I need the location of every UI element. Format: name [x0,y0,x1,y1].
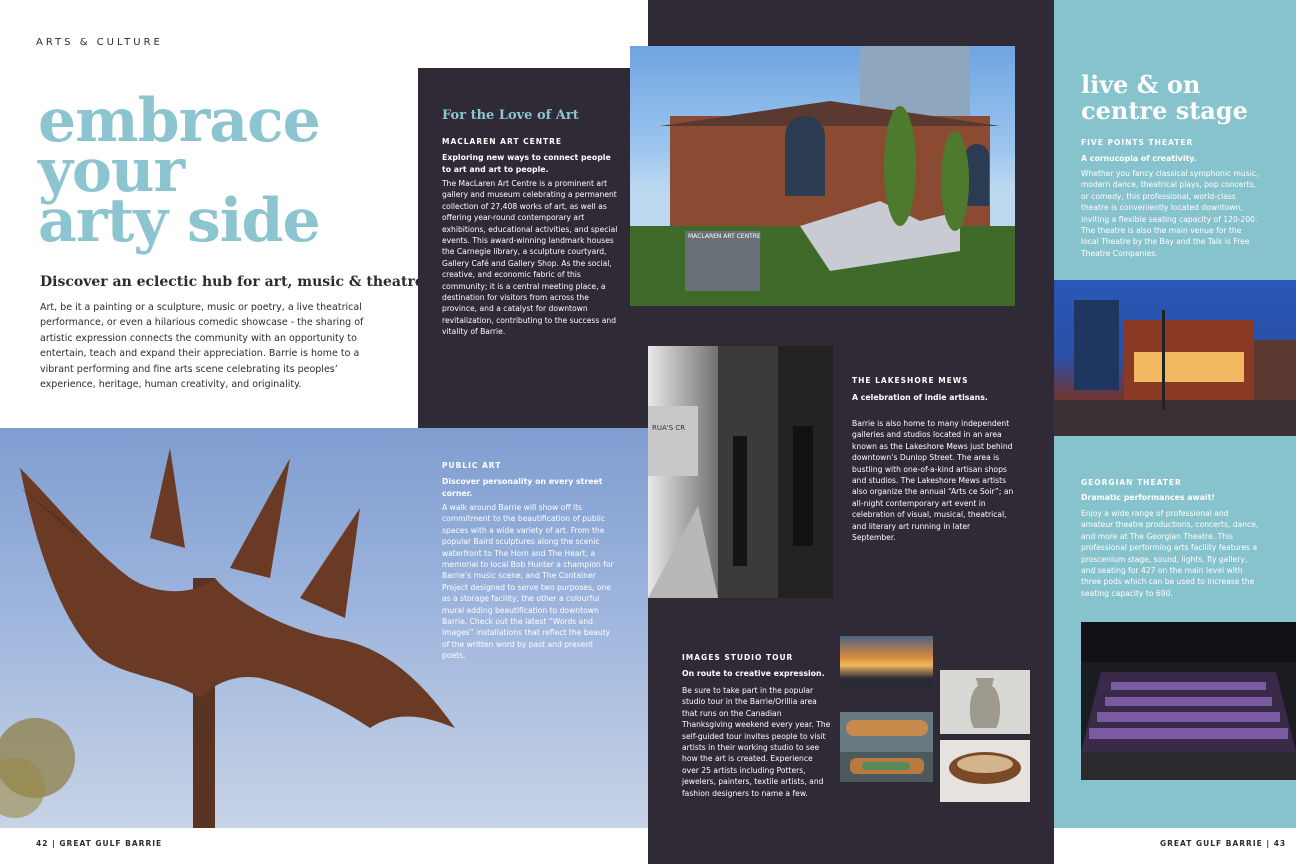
headline-line-2: your [38,136,185,206]
theatre-illustration [1054,280,1296,436]
footer-left: 42 | GREAT GULF BARRIE [36,839,163,848]
public-art-kicker: PUBLIC ART [442,461,502,470]
centre-stage-title-line-2: centre stage [1081,96,1248,125]
five-points-lead: A cornucopia of creativity. [1081,154,1197,163]
maclaren-lead: Exploring new ways to connect people to art and art to people. [442,153,611,174]
georgian-body: Enjoy a wide range of professional and amateur theatre productions, concerts, dance, and more at The Georgian Theatre. This professional performing arts facility features a proscenium stage, sound, lights, fly gallery, and seating for 427 on the main level with three pods which can be used to increase the seating capacity to 690. [1081,509,1259,598]
paddle-illustration [840,712,933,782]
public-art-body: A walk around Barrie will show off its commitment to the beautification of public spaces with a wide variety of art. From the popular Baird sculptures along the scenic waterfront to The Horn and The Heart, a memorial to local Bob Hunter a champion for Barrie’s music scene, and The Container Project designed to serve two purposes, one as a storage facility, the other a colourful mural adding beautification to downtown Barrie. Check out the latest “Words and Images” installations that reflect the beauty of the written word by past and present poets. [442,503,614,661]
centre-stage-title [1081,72,1248,124]
georgian-lead: Dramatic performances await! [1081,493,1215,502]
studio-tour-body: Be sure to take part in the popular studio tour in the Barrie/Orillia area that runs on the Canadian Thanksgiving weekend every year. The self-guided tour invites people to visit artists in their working studio to see how the art is created. Experience over 25 artists including Potters, jewelers, painters, textile artists, and fashion designers to name a few. [682,686,831,798]
centre-stage-title-line-1: live & on [1081,70,1201,99]
maclaren-illustration [630,46,1015,306]
subhead: Discover an eclectic hub for art, music & theatre [40,274,424,290]
five-points-kicker: FIVE POINTS THEATER [1081,138,1194,147]
lake-painting-photo [840,636,933,689]
maclaren-body: The MacLaren Art Centre is a prominent art gallery and museum celebrating a permanent collection of 27,408 works of art, as well as offering year-round contemporary art exhibitions, educational activities, and special events. This award-winning landmark houses the Carnegie library, a sculpture courtyard, Gallery Café and Gallery Shop. As the social, creative, and economic fabric of this community; it is a central meeting place, a destination for visitors from across the province, and a catalyst for downtown revitalization, contributing to the success and vitality of Barrie. [442,179,618,337]
maclaren-photo [630,46,1015,306]
georgian-theatre-photo [1081,622,1296,780]
mews-illustration [648,346,833,598]
mews-sign-text: RUA'S CR [652,424,686,432]
five-points-body: Whether you fancy classical symphonic music, modern dance, theatrical plays, pop concerts, or comedy, this professional, world-class theatre is conveniently located downtown, inviting a flexible seating capacity of 120-200. The theatre is also the main venue for the local Theatre by the Bay and the Talk is Free Theatre Companies. [1081,169,1259,258]
vase-photo [940,670,1030,734]
studio-tour-lead: On route to creative expression. [682,669,825,678]
love-of-art-title: For the Love of Art [442,108,579,123]
lakeshore-mews-photo [648,346,833,598]
maclaren-sign-text: MACLAREN ART CENTRE [688,233,761,240]
georgian-illustration [1081,622,1296,780]
bowl-photo [940,740,1030,802]
headline [38,86,418,256]
headline-line-3: arty side [38,186,320,256]
five-points-theatre-photo [1054,280,1296,436]
intro-paragraph: Art, be it a painting or a sculpture, music or poetry, a live theatrical performance, or even a hilarious comedic showcase - the sharing of artistic expression connects the community with an opportunity to entertain, teach and expand their appreciation. Barrie is home to a vibrant performing and fine arts scene celebrating its peoples’ experience, heritage, human creativity, and originality. [40,302,364,391]
lakeshore-mews-lead: A celebration of indie artisans. [852,393,988,402]
studio-tour-kicker: IMAGES STUDIO TOUR [682,653,794,662]
public-art-lead: Discover personality on every street corner. [442,477,603,498]
vase-illustration [940,670,1030,734]
footer-right: GREAT GULF BARRIE | 43 [1160,839,1287,848]
paddle-art-photo [840,712,933,782]
lakeshore-mews-kicker: THE LAKESHORE MEWS [852,376,969,385]
maclaren-kicker: MACLAREN ART CENTRE [442,137,563,146]
bowl-illustration [940,740,1030,802]
section-label: ARTS & CULTURE [36,37,163,48]
lakeshore-mews-body: Barrie is also home to many independent galleries and studios located in an area known as the Lakeshore Mews just behind downtown’s Dunlop Street. The area is bustling with one-of-a-kind artisan shops and studios. The Lakeshore Mews artists also organize the annual “Arts ce Soir”; an all-night contemporary art event in celebration of visual, musical, theatrical, and literary art running in later September. [852,419,1014,543]
headline-line-1: embrace [38,86,320,156]
georgian-kicker: GEORGIAN THEATER [1081,478,1182,487]
